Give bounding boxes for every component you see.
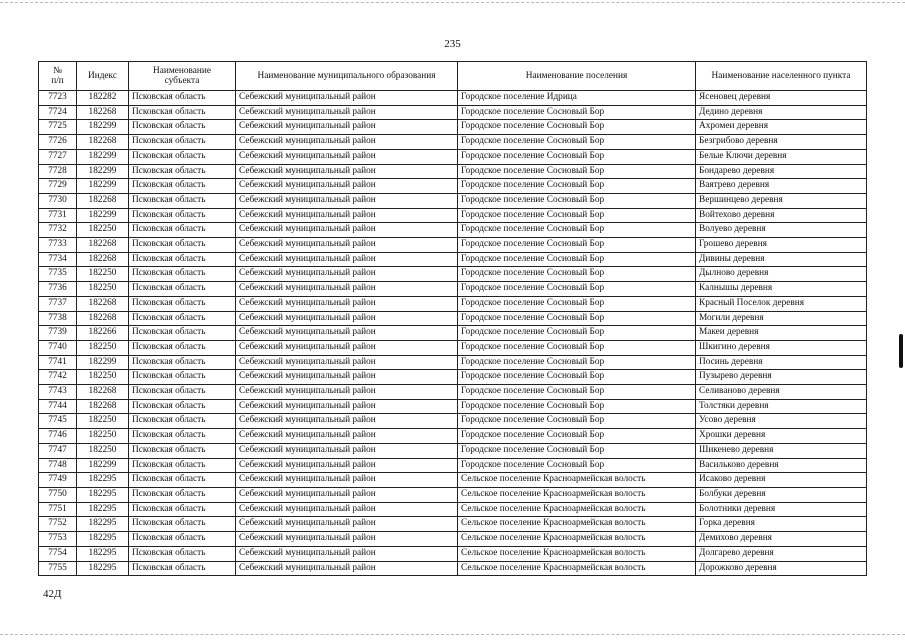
cell-locality: Болотники деревня (696, 502, 867, 517)
cell-subject: Псковская область (129, 208, 236, 223)
cell-settlement: Сельское поселение Красноармейская волость (458, 502, 696, 517)
cell-settlement: Городское поселение Сосновый Бор (458, 105, 696, 120)
cell-settlement: Городское поселение Сосновый Бор (458, 414, 696, 429)
cell-municipality: Себежский муниципальный район (236, 487, 458, 502)
table-body (39, 91, 867, 576)
cell-settlement: Сельское поселение Красноармейская волость (458, 561, 696, 576)
cell-row-number: 7754 (39, 546, 77, 561)
cell-municipality: Себежский муниципальный район (236, 179, 458, 194)
cell-subject: Псковская область (129, 561, 236, 576)
table-header (39, 62, 867, 91)
cell-row-number: 7746 (39, 429, 77, 444)
cell-municipality: Себежский муниципальный район (236, 385, 458, 400)
cell-municipality: Себежский муниципальный район (236, 414, 458, 429)
cell-settlement: Городское поселение Сосновый Бор (458, 429, 696, 444)
cell-locality: Красный Поселок деревня (696, 296, 867, 311)
header-locality-name (696, 62, 867, 91)
cell-settlement: Городское поселение Идрица (458, 91, 696, 106)
cell-settlement: Городское поселение Сосновый Бор (458, 208, 696, 223)
cell-postal-index: 182295 (77, 487, 129, 502)
cell-row-number: 7724 (39, 105, 77, 120)
table-row (39, 429, 867, 444)
cell-row-number: 7741 (39, 355, 77, 370)
scan-margin-mark (899, 334, 903, 368)
table-row (39, 135, 867, 150)
cell-subject: Псковская область (129, 282, 236, 297)
header-postal-index-label: Индекс (88, 71, 117, 81)
cell-settlement: Городское поселение Сосновый Бор (458, 223, 696, 238)
cell-row-number: 7734 (39, 252, 77, 267)
cell-subject: Псковская область (129, 532, 236, 547)
cell-row-number: 7748 (39, 458, 77, 473)
cell-row-number: 7739 (39, 326, 77, 341)
table-row (39, 149, 867, 164)
cell-postal-index: 182295 (77, 546, 129, 561)
cell-subject: Псковская область (129, 473, 236, 488)
cell-municipality: Себежский муниципальный район (236, 91, 458, 106)
header-row-number-label: № п/п (51, 66, 64, 86)
cell-subject: Псковская область (129, 238, 236, 253)
table-header-row (39, 62, 867, 91)
cell-subject: Псковская область (129, 517, 236, 532)
cell-locality: Посинь деревня (696, 355, 867, 370)
cell-postal-index: 182268 (77, 252, 129, 267)
cell-postal-index: 182299 (77, 355, 129, 370)
header-locality-name-label: Наименование населенного пункта (711, 71, 851, 81)
cell-settlement: Сельское поселение Красноармейская волость (458, 517, 696, 532)
cell-locality: Ясеновец деревня (696, 91, 867, 106)
cell-settlement: Городское поселение Сосновый Бор (458, 267, 696, 282)
table-row (39, 311, 867, 326)
cell-subject: Псковская область (129, 91, 236, 106)
cell-postal-index: 182250 (77, 443, 129, 458)
table-row (39, 120, 867, 135)
cell-locality: Дылново деревня (696, 267, 867, 282)
cell-municipality: Себежский муниципальный район (236, 135, 458, 150)
table-row (39, 193, 867, 208)
cell-row-number: 7725 (39, 120, 77, 135)
table-row (39, 414, 867, 429)
cell-row-number: 7740 (39, 340, 77, 355)
cell-subject: Псковская область (129, 120, 236, 135)
cell-municipality: Себежский муниципальный район (236, 561, 458, 576)
cell-locality: Пузырево деревня (696, 370, 867, 385)
cell-subject: Псковская область (129, 355, 236, 370)
cell-settlement: Городское поселение Сосновый Бор (458, 282, 696, 297)
table-row (39, 105, 867, 120)
cell-subject: Псковская область (129, 311, 236, 326)
table-row (39, 164, 867, 179)
cell-row-number: 7745 (39, 414, 77, 429)
cell-postal-index: 182268 (77, 105, 129, 120)
cell-municipality: Себежский муниципальный район (236, 546, 458, 561)
cell-settlement: Городское поселение Сосновый Бор (458, 458, 696, 473)
table-row (39, 546, 867, 561)
cell-locality: Грошево деревня (696, 238, 867, 253)
cell-locality: Горка деревня (696, 517, 867, 532)
cell-locality: Шикенево деревня (696, 443, 867, 458)
cell-municipality: Себежский муниципальный район (236, 208, 458, 223)
cell-municipality: Себежский муниципальный район (236, 238, 458, 253)
cell-postal-index: 182295 (77, 532, 129, 547)
table-row (39, 296, 867, 311)
cell-locality: Толстяки деревня (696, 399, 867, 414)
table-row (39, 370, 867, 385)
cell-locality: Волуево деревня (696, 223, 867, 238)
cell-row-number: 7737 (39, 296, 77, 311)
cell-row-number: 7743 (39, 385, 77, 400)
cell-settlement: Городское поселение Сосновый Бор (458, 179, 696, 194)
cell-municipality: Себежский муниципальный район (236, 429, 458, 444)
table-row (39, 326, 867, 341)
table-row (39, 223, 867, 238)
cell-subject: Псковская область (129, 252, 236, 267)
cell-postal-index: 182299 (77, 179, 129, 194)
cell-row-number: 7736 (39, 282, 77, 297)
cell-municipality: Себежский муниципальный район (236, 443, 458, 458)
cell-subject: Псковская область (129, 487, 236, 502)
cell-municipality: Себежский муниципальный район (236, 311, 458, 326)
cell-row-number: 7749 (39, 473, 77, 488)
cell-settlement: Сельское поселение Красноармейская волость (458, 473, 696, 488)
table-row (39, 487, 867, 502)
cell-locality: Ахромеи деревня (696, 120, 867, 135)
cell-subject: Псковская область (129, 385, 236, 400)
cell-subject: Псковская область (129, 179, 236, 194)
cell-locality: Дедино деревня (696, 105, 867, 120)
cell-row-number: 7728 (39, 164, 77, 179)
cell-postal-index: 182295 (77, 517, 129, 532)
table-row (39, 399, 867, 414)
cell-locality: Хрошки деревня (696, 429, 867, 444)
cell-settlement: Сельское поселение Красноармейская волость (458, 546, 696, 561)
cell-postal-index: 182250 (77, 429, 129, 444)
cell-row-number: 7733 (39, 238, 77, 253)
cell-row-number: 7751 (39, 502, 77, 517)
cell-municipality: Себежский муниципальный район (236, 282, 458, 297)
cell-row-number: 7747 (39, 443, 77, 458)
cell-locality: Усово деревня (696, 414, 867, 429)
cell-settlement: Сельское поселение Красноармейская волость (458, 532, 696, 547)
cell-subject: Псковская область (129, 296, 236, 311)
table-row (39, 385, 867, 400)
cell-locality: Войтехово деревня (696, 208, 867, 223)
cell-row-number: 7729 (39, 179, 77, 194)
table-row (39, 561, 867, 576)
table-row (39, 252, 867, 267)
header-settlement-name-label: Наименование поселения (525, 71, 628, 81)
table-row (39, 267, 867, 282)
cell-municipality: Себежский муниципальный район (236, 193, 458, 208)
table-row (39, 502, 867, 517)
cell-municipality: Себежский муниципальный район (236, 473, 458, 488)
table-row (39, 355, 867, 370)
cell-subject: Псковская область (129, 223, 236, 238)
table-row (39, 340, 867, 355)
cell-subject: Псковская область (129, 105, 236, 120)
cell-postal-index: 182295 (77, 473, 129, 488)
cell-municipality: Себежский муниципальный район (236, 326, 458, 341)
cell-subject: Псковская область (129, 502, 236, 517)
cell-row-number: 7752 (39, 517, 77, 532)
cell-municipality: Себежский муниципальный район (236, 164, 458, 179)
header-row-number (39, 62, 77, 91)
cell-locality: Исаково деревня (696, 473, 867, 488)
cell-postal-index: 182268 (77, 193, 129, 208)
cell-municipality: Себежский муниципальный район (236, 502, 458, 517)
cell-locality: Макеи деревня (696, 326, 867, 341)
cell-settlement: Городское поселение Сосновый Бор (458, 370, 696, 385)
table-row (39, 282, 867, 297)
cell-postal-index: 182295 (77, 561, 129, 576)
footer-code: 42Д (43, 588, 62, 600)
cell-row-number: 7750 (39, 487, 77, 502)
cell-row-number: 7723 (39, 91, 77, 106)
cell-settlement: Городское поселение Сосновый Бор (458, 120, 696, 135)
cell-row-number: 7738 (39, 311, 77, 326)
cell-row-number: 7755 (39, 561, 77, 576)
cell-municipality: Себежский муниципальный район (236, 296, 458, 311)
cell-row-number: 7753 (39, 532, 77, 547)
cell-postal-index: 182250 (77, 370, 129, 385)
cell-postal-index: 182250 (77, 340, 129, 355)
header-subject-name-label: Наименование субъекта (153, 66, 211, 86)
cell-municipality: Себежский муниципальный район (236, 355, 458, 370)
cell-subject: Псковская область (129, 399, 236, 414)
cell-municipality: Себежский муниципальный район (236, 370, 458, 385)
cell-subject: Псковская область (129, 193, 236, 208)
cell-locality: Дорожково деревня (696, 561, 867, 576)
cell-subject: Псковская область (129, 443, 236, 458)
cell-postal-index: 182268 (77, 296, 129, 311)
cell-municipality: Себежский муниципальный район (236, 252, 458, 267)
cell-postal-index: 182299 (77, 164, 129, 179)
cell-municipality: Себежский муниципальный район (236, 149, 458, 164)
cell-row-number: 7730 (39, 193, 77, 208)
cell-locality: Шкигино деревня (696, 340, 867, 355)
cell-subject: Псковская область (129, 458, 236, 473)
cell-row-number: 7742 (39, 370, 77, 385)
cell-settlement: Городское поселение Сосновый Бор (458, 252, 696, 267)
cell-municipality: Себежский муниципальный район (236, 105, 458, 120)
table-row (39, 91, 867, 106)
cell-settlement: Городское поселение Сосновый Бор (458, 164, 696, 179)
cell-postal-index: 182250 (77, 414, 129, 429)
cell-settlement: Городское поселение Сосновый Бор (458, 385, 696, 400)
cell-municipality: Себежский муниципальный район (236, 120, 458, 135)
cell-locality: Белые Ключи деревня (696, 149, 867, 164)
cell-municipality: Себежский муниципальный район (236, 223, 458, 238)
scan-edge-top (0, 2, 905, 3)
cell-locality: Демихово деревня (696, 532, 867, 547)
cell-locality: Вершинцево деревня (696, 193, 867, 208)
settlements-table (38, 61, 867, 576)
table-row (39, 208, 867, 223)
cell-row-number: 7735 (39, 267, 77, 282)
cell-locality: Безгрибово деревня (696, 135, 867, 150)
cell-subject: Псковская область (129, 546, 236, 561)
table-row (39, 473, 867, 488)
cell-postal-index: 182268 (77, 385, 129, 400)
header-municipality-name-label: Наименование муниципального образования (257, 71, 436, 81)
cell-locality: Дивины деревня (696, 252, 867, 267)
scan-edge-bottom (0, 634, 905, 635)
cell-subject: Псковская область (129, 149, 236, 164)
cell-row-number: 7744 (39, 399, 77, 414)
cell-row-number: 7731 (39, 208, 77, 223)
cell-postal-index: 182268 (77, 135, 129, 150)
header-subject-name (129, 62, 236, 91)
cell-subject: Псковская область (129, 135, 236, 150)
cell-postal-index: 182250 (77, 282, 129, 297)
cell-locality: Долгарево деревня (696, 546, 867, 561)
cell-settlement: Городское поселение Сосновый Бор (458, 311, 696, 326)
header-postal-index (77, 62, 129, 91)
table-row (39, 458, 867, 473)
header-municipality-name (236, 62, 458, 91)
cell-settlement: Сельское поселение Красноармейская волость (458, 487, 696, 502)
cell-row-number: 7726 (39, 135, 77, 150)
cell-postal-index: 182266 (77, 326, 129, 341)
cell-postal-index: 182250 (77, 223, 129, 238)
cell-locality: Селиваново деревня (696, 385, 867, 400)
cell-settlement: Городское поселение Сосновый Бор (458, 355, 696, 370)
cell-postal-index: 182299 (77, 458, 129, 473)
cell-locality: Болбуки деревня (696, 487, 867, 502)
cell-row-number: 7732 (39, 223, 77, 238)
cell-subject: Псковская область (129, 370, 236, 385)
cell-locality: Васильково деревня (696, 458, 867, 473)
cell-postal-index: 182295 (77, 502, 129, 517)
cell-municipality: Себежский муниципальный район (236, 340, 458, 355)
cell-settlement: Городское поселение Сосновый Бор (458, 443, 696, 458)
table-row (39, 179, 867, 194)
cell-municipality: Себежский муниципальный район (236, 517, 458, 532)
header-settlement-name (458, 62, 696, 91)
cell-settlement: Городское поселение Сосновый Бор (458, 340, 696, 355)
cell-municipality: Себежский муниципальный район (236, 267, 458, 282)
cell-municipality: Себежский муниципальный район (236, 458, 458, 473)
cell-locality: Бондарево деревня (696, 164, 867, 179)
table-row (39, 532, 867, 547)
page-number: 235 (444, 38, 461, 50)
cell-settlement: Городское поселение Сосновый Бор (458, 326, 696, 341)
cell-settlement: Городское поселение Сосновый Бор (458, 238, 696, 253)
cell-municipality: Себежский муниципальный район (236, 399, 458, 414)
cell-locality: Ваятрево деревня (696, 179, 867, 194)
cell-postal-index: 182299 (77, 149, 129, 164)
cell-settlement: Городское поселение Сосновый Бор (458, 193, 696, 208)
cell-locality: Могили деревня (696, 311, 867, 326)
cell-postal-index: 182282 (77, 91, 129, 106)
cell-subject: Псковская область (129, 326, 236, 341)
cell-locality: Калнышы деревня (696, 282, 867, 297)
cell-subject: Псковская область (129, 164, 236, 179)
cell-row-number: 7727 (39, 149, 77, 164)
table-row (39, 517, 867, 532)
cell-settlement: Городское поселение Сосновый Бор (458, 149, 696, 164)
table-row (39, 443, 867, 458)
cell-settlement: Городское поселение Сосновый Бор (458, 399, 696, 414)
cell-postal-index: 182299 (77, 208, 129, 223)
cell-subject: Псковская область (129, 429, 236, 444)
cell-postal-index: 182268 (77, 311, 129, 326)
cell-postal-index: 182250 (77, 267, 129, 282)
cell-municipality: Себежский муниципальный район (236, 532, 458, 547)
cell-postal-index: 182268 (77, 399, 129, 414)
cell-settlement: Городское поселение Сосновый Бор (458, 296, 696, 311)
cell-postal-index: 182299 (77, 120, 129, 135)
cell-postal-index: 182268 (77, 238, 129, 253)
table-row (39, 238, 867, 253)
cell-subject: Псковская область (129, 267, 236, 282)
cell-settlement: Городское поселение Сосновый Бор (458, 135, 696, 150)
cell-subject: Псковская область (129, 340, 236, 355)
cell-subject: Псковская область (129, 414, 236, 429)
